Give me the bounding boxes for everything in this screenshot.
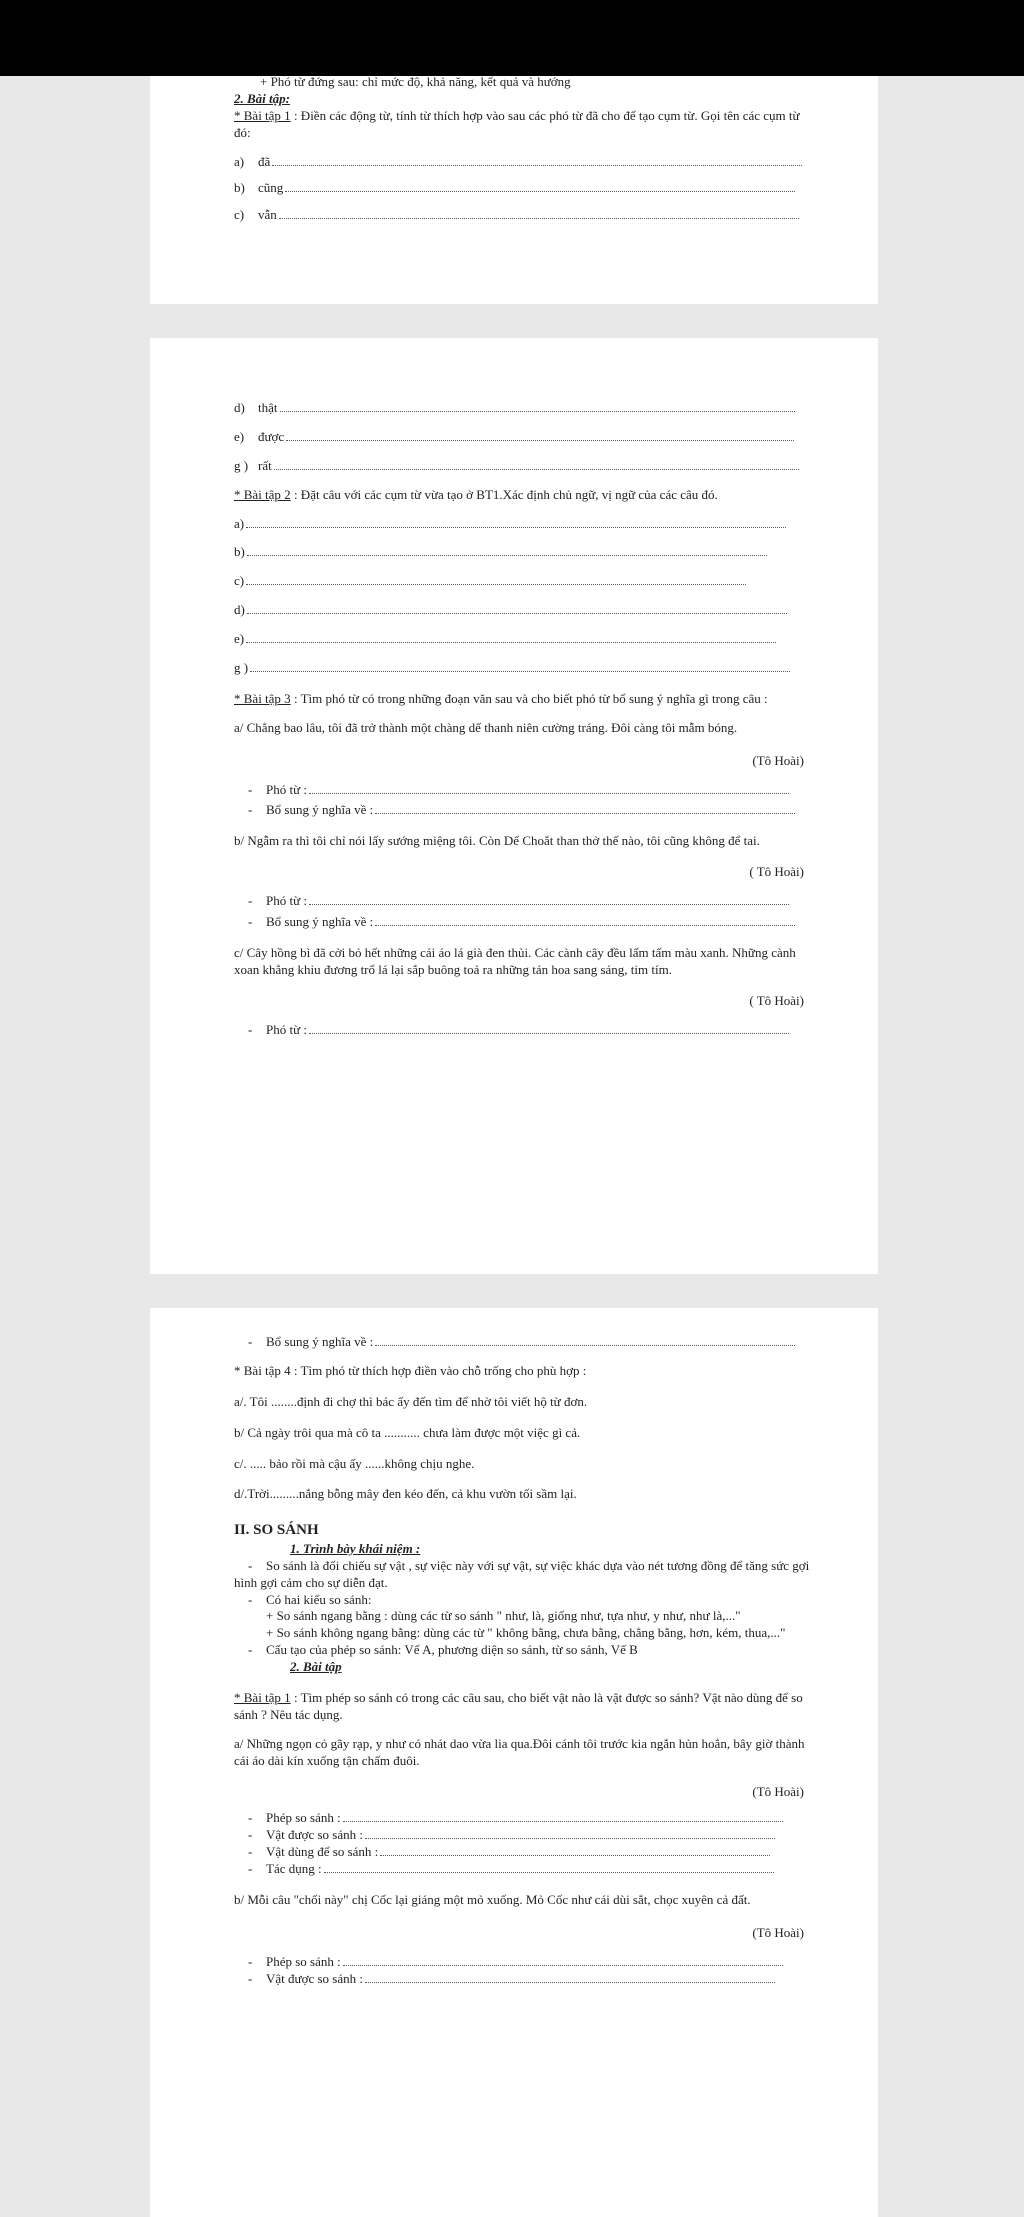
exercise-item	[234, 458, 814, 475]
ss-exercise-1-text: : Tìm phép so sánh có trong các câu sau, cho biết vật nào là vật được so sánh? Vật nào dùng để so sánh ? Nêu tác dụng.	[234, 1689, 803, 1722]
exercise-4-a: a/. Tôi ........định đi chợ thì bác ấy đến tìm để nhờ tôi viết hộ từ đơn.	[234, 1393, 588, 1409]
exercise-1-prompt	[234, 108, 814, 142]
answer-blank[interactable]	[272, 155, 802, 166]
field-label: Tác dụng :	[266, 1861, 322, 1877]
answer-line	[234, 660, 814, 677]
answer-blank[interactable]	[375, 803, 795, 814]
ss-author-b: (Tô Hoài)	[752, 1924, 804, 1940]
passage-a: a/ Chẳng bao lâu, tôi đã trở thành một chàng dế thanh niên cường tráng. Đôi càng tôi mẫm bóng.	[234, 719, 738, 735]
field-line	[234, 1954, 814, 1971]
concept-definition: - So sánh là đối chiếu sự vật , sự việc này với sự vật, sự việc khác dựa vào nét tương đồng để tăng sức gợi hình gợi cảm cho sự diễn đạt.	[234, 1558, 814, 1592]
answer-blank[interactable]	[309, 1023, 789, 1034]
ss-passage-a: a/ Những ngọn cỏ gãy rạp, y như có nhát dao vừa lia qua.Đôi cánh tôi trước kia ngắn hủn hoẳn, bây giờ thành cái áo dài kín xuống tận chấm đuôi.	[234, 1735, 805, 1768]
field-label: Vật dùng để so sánh :	[266, 1844, 379, 1860]
field-label: Vật được so sánh :	[266, 1827, 363, 1843]
document-page-1	[150, 76, 878, 304]
answer-blank[interactable]	[247, 545, 767, 556]
field-label: Phép so sánh :	[266, 1810, 341, 1826]
answer-blank[interactable]	[343, 1955, 783, 1966]
item-letter: e)	[234, 428, 245, 444]
item-word: được	[258, 428, 285, 444]
exercise-1-label: * Bài tập 1	[234, 107, 291, 123]
bo-sung-label: Bổ sung ý nghĩa về :	[266, 802, 374, 818]
answer-line	[234, 544, 814, 561]
answer-blank[interactable]	[343, 1811, 783, 1822]
ss-author-a: (Tô Hoài)	[752, 1783, 804, 1799]
answer-blank[interactable]	[246, 632, 776, 643]
exercise-item	[234, 429, 814, 446]
answer-blank[interactable]	[365, 1828, 775, 1839]
item-letter: d)	[234, 400, 245, 415]
bo-sung-line	[234, 802, 814, 819]
answer-blank[interactable]	[246, 574, 746, 585]
answer-blank[interactable]	[274, 459, 799, 470]
item-letter: b)	[234, 180, 245, 196]
author-b: ( Tô Hoài)	[749, 864, 804, 880]
field-label: Phép so sánh :	[266, 1953, 341, 1969]
author-a: (Tô Hoài)	[752, 752, 804, 768]
exercise-2-text: : Đặt câu với các cụm từ vừa tạo ở BT1.Xác định chủ ngữ, vị ngữ của các câu đó.	[293, 486, 718, 502]
exercise-3-prompt	[234, 691, 814, 708]
item-word: thật	[258, 400, 278, 415]
exercise-item	[234, 154, 814, 171]
section-title: 2. Bài tập:	[234, 90, 290, 106]
field-label: Vật được so sánh :	[266, 1970, 363, 1986]
ngang-bang: + So sánh ngang bằng : dùng các từ so sánh " như, là, giống như, tựa như, y như, như là,..."	[266, 1608, 741, 1624]
ss-exercise-1-prompt	[234, 1690, 814, 1724]
pho-tu-line	[234, 893, 814, 910]
line-letter: d)	[234, 602, 245, 618]
cau-tao: - Cấu tạo của phép so sánh: Vế A, phương diện so sánh, từ so sánh, Vế B	[234, 1642, 814, 1659]
answer-line	[234, 631, 814, 648]
answer-blank[interactable]	[247, 603, 787, 614]
answer-line	[234, 573, 814, 590]
answer-line	[234, 602, 814, 619]
exercise-4-b: b/ Cả ngày trôi qua mà cô ta ........... chưa làm được một việc gì cả.	[234, 1424, 581, 1440]
exercise-1-text: : Điền các động từ, tính từ thích hợp vào sau các phó từ đã cho để tạo cụm từ. Gọi tên các cụm từ đó:	[234, 107, 800, 140]
concept-types: - Có hai kiểu so sánh:	[234, 1592, 814, 1609]
exercise-item	[234, 180, 814, 197]
exercise-2-label: * Bài tập 2	[234, 486, 291, 502]
bo-sung-line	[234, 1334, 814, 1351]
exercise-3-text: : Tìm phó từ có trong những đoạn văn sau và cho biết phó từ bổ sung ý nghĩa gì trong câu :	[293, 690, 768, 706]
field-line	[234, 1844, 814, 1861]
passage-c: c/ Cây hồng bì đã cởi bỏ hết những cái áo lá già đen thủi. Các cành cây đều lấm tấm màu xanh. Những cành xoan khẳng khiu đương trổ lá lại sắp buông toả ra những tán hoa sang sáng, tim tím.	[234, 944, 796, 977]
exercise-4-c: c/. ..... bảo rồi mà cậu ấy ......không chịu nghe.	[234, 1455, 475, 1471]
document-page-3	[150, 1308, 878, 2217]
item-word: đã	[258, 153, 271, 169]
answer-blank[interactable]	[279, 208, 799, 219]
bo-sung-label: Bổ sung ý nghĩa về :	[266, 914, 374, 930]
exercise-3-label: * Bài tập 3	[234, 690, 291, 706]
exercise-item	[234, 400, 814, 417]
answer-blank[interactable]	[375, 1335, 795, 1346]
line-letter: c)	[234, 573, 245, 589]
pho-tu-label: Phó từ :	[266, 893, 307, 909]
khong-ngang-bang: + So sánh không ngang bằng: dùng các từ " không bằng, chưa bằng, chẳng bằng, hơn, kém, thua,..."	[266, 1625, 786, 1641]
document-page-2	[150, 338, 878, 1274]
exercise-item	[234, 207, 814, 224]
item-word: cũng	[258, 180, 284, 196]
exercise-4-d: d/.Trời.........nắng bỗng mây đen kéo đến, cả khu vườn tối sầm lại.	[234, 1486, 577, 1502]
pho-tu-label: Phó từ :	[266, 1021, 307, 1037]
subsection-2-heading: 2. Bài tập	[290, 1659, 342, 1675]
answer-blank[interactable]	[250, 661, 790, 672]
line-letter: a)	[234, 515, 245, 531]
ss-passage-b: b/ Mỗi câu "chối này" chị Cốc lại giáng một mỏ xuống. Mỏ Cốc như cái dùi sắt, chọc xuyên cả đất.	[234, 1891, 751, 1907]
pho-tu-line	[234, 1022, 814, 1039]
field-line	[234, 1827, 814, 1844]
line-letter: b)	[234, 544, 245, 560]
ss-exercise-1-label: * Bài tập 1	[234, 1689, 291, 1705]
cutoff-line: + Phó từ đứng sau: chỉ mức độ, khả năng, kết quả và hướng	[260, 74, 571, 89]
answer-blank[interactable]	[309, 894, 789, 905]
line-letter: e)	[234, 631, 245, 647]
line-letter: g )	[234, 660, 249, 676]
bo-sung-label: Bổ sung ý nghĩa về :	[266, 1334, 374, 1349]
author-c: ( Tô Hoài)	[749, 992, 804, 1008]
item-word: rất	[258, 457, 272, 473]
field-line	[234, 1810, 814, 1827]
subsection-1-heading: 1. Trình bày khái niệm :	[290, 1540, 421, 1556]
field-line	[234, 1971, 814, 1988]
item-letter: a)	[234, 153, 245, 169]
field-line	[234, 1861, 814, 1878]
answer-blank[interactable]	[324, 1862, 774, 1873]
answer-blank[interactable]	[285, 181, 795, 192]
bo-sung-line	[234, 914, 814, 931]
answer-blank[interactable]	[309, 783, 789, 794]
exercise-4-prompt: * Bài tập 4 : Tìm phó từ thích hợp điền vào chỗ trống cho phù hợp :	[234, 1362, 587, 1378]
answer-blank[interactable]	[375, 915, 795, 926]
pho-tu-line	[234, 782, 814, 799]
answer-blank[interactable]	[280, 401, 795, 412]
section-ii-heading: II. SO SÁNH	[234, 1522, 319, 1539]
item-letter: g )	[234, 457, 249, 473]
passage-b: b/ Ngẫm ra thì tôi chỉ nói lấy sướng miệng tôi. Còn Dế Choắt than thở thế nào, tôi cũng không để tai.	[234, 833, 760, 849]
answer-line	[234, 516, 814, 533]
answer-blank[interactable]	[246, 517, 786, 528]
exercise-2-prompt	[234, 487, 814, 504]
answer-blank[interactable]	[286, 430, 794, 441]
answer-blank[interactable]	[365, 1972, 775, 1983]
item-word: vẫn	[258, 207, 277, 223]
pho-tu-label: Phó từ :	[266, 781, 307, 797]
answer-blank[interactable]	[380, 1845, 770, 1856]
item-letter: c)	[234, 207, 245, 223]
top-status-bar	[0, 0, 1024, 76]
